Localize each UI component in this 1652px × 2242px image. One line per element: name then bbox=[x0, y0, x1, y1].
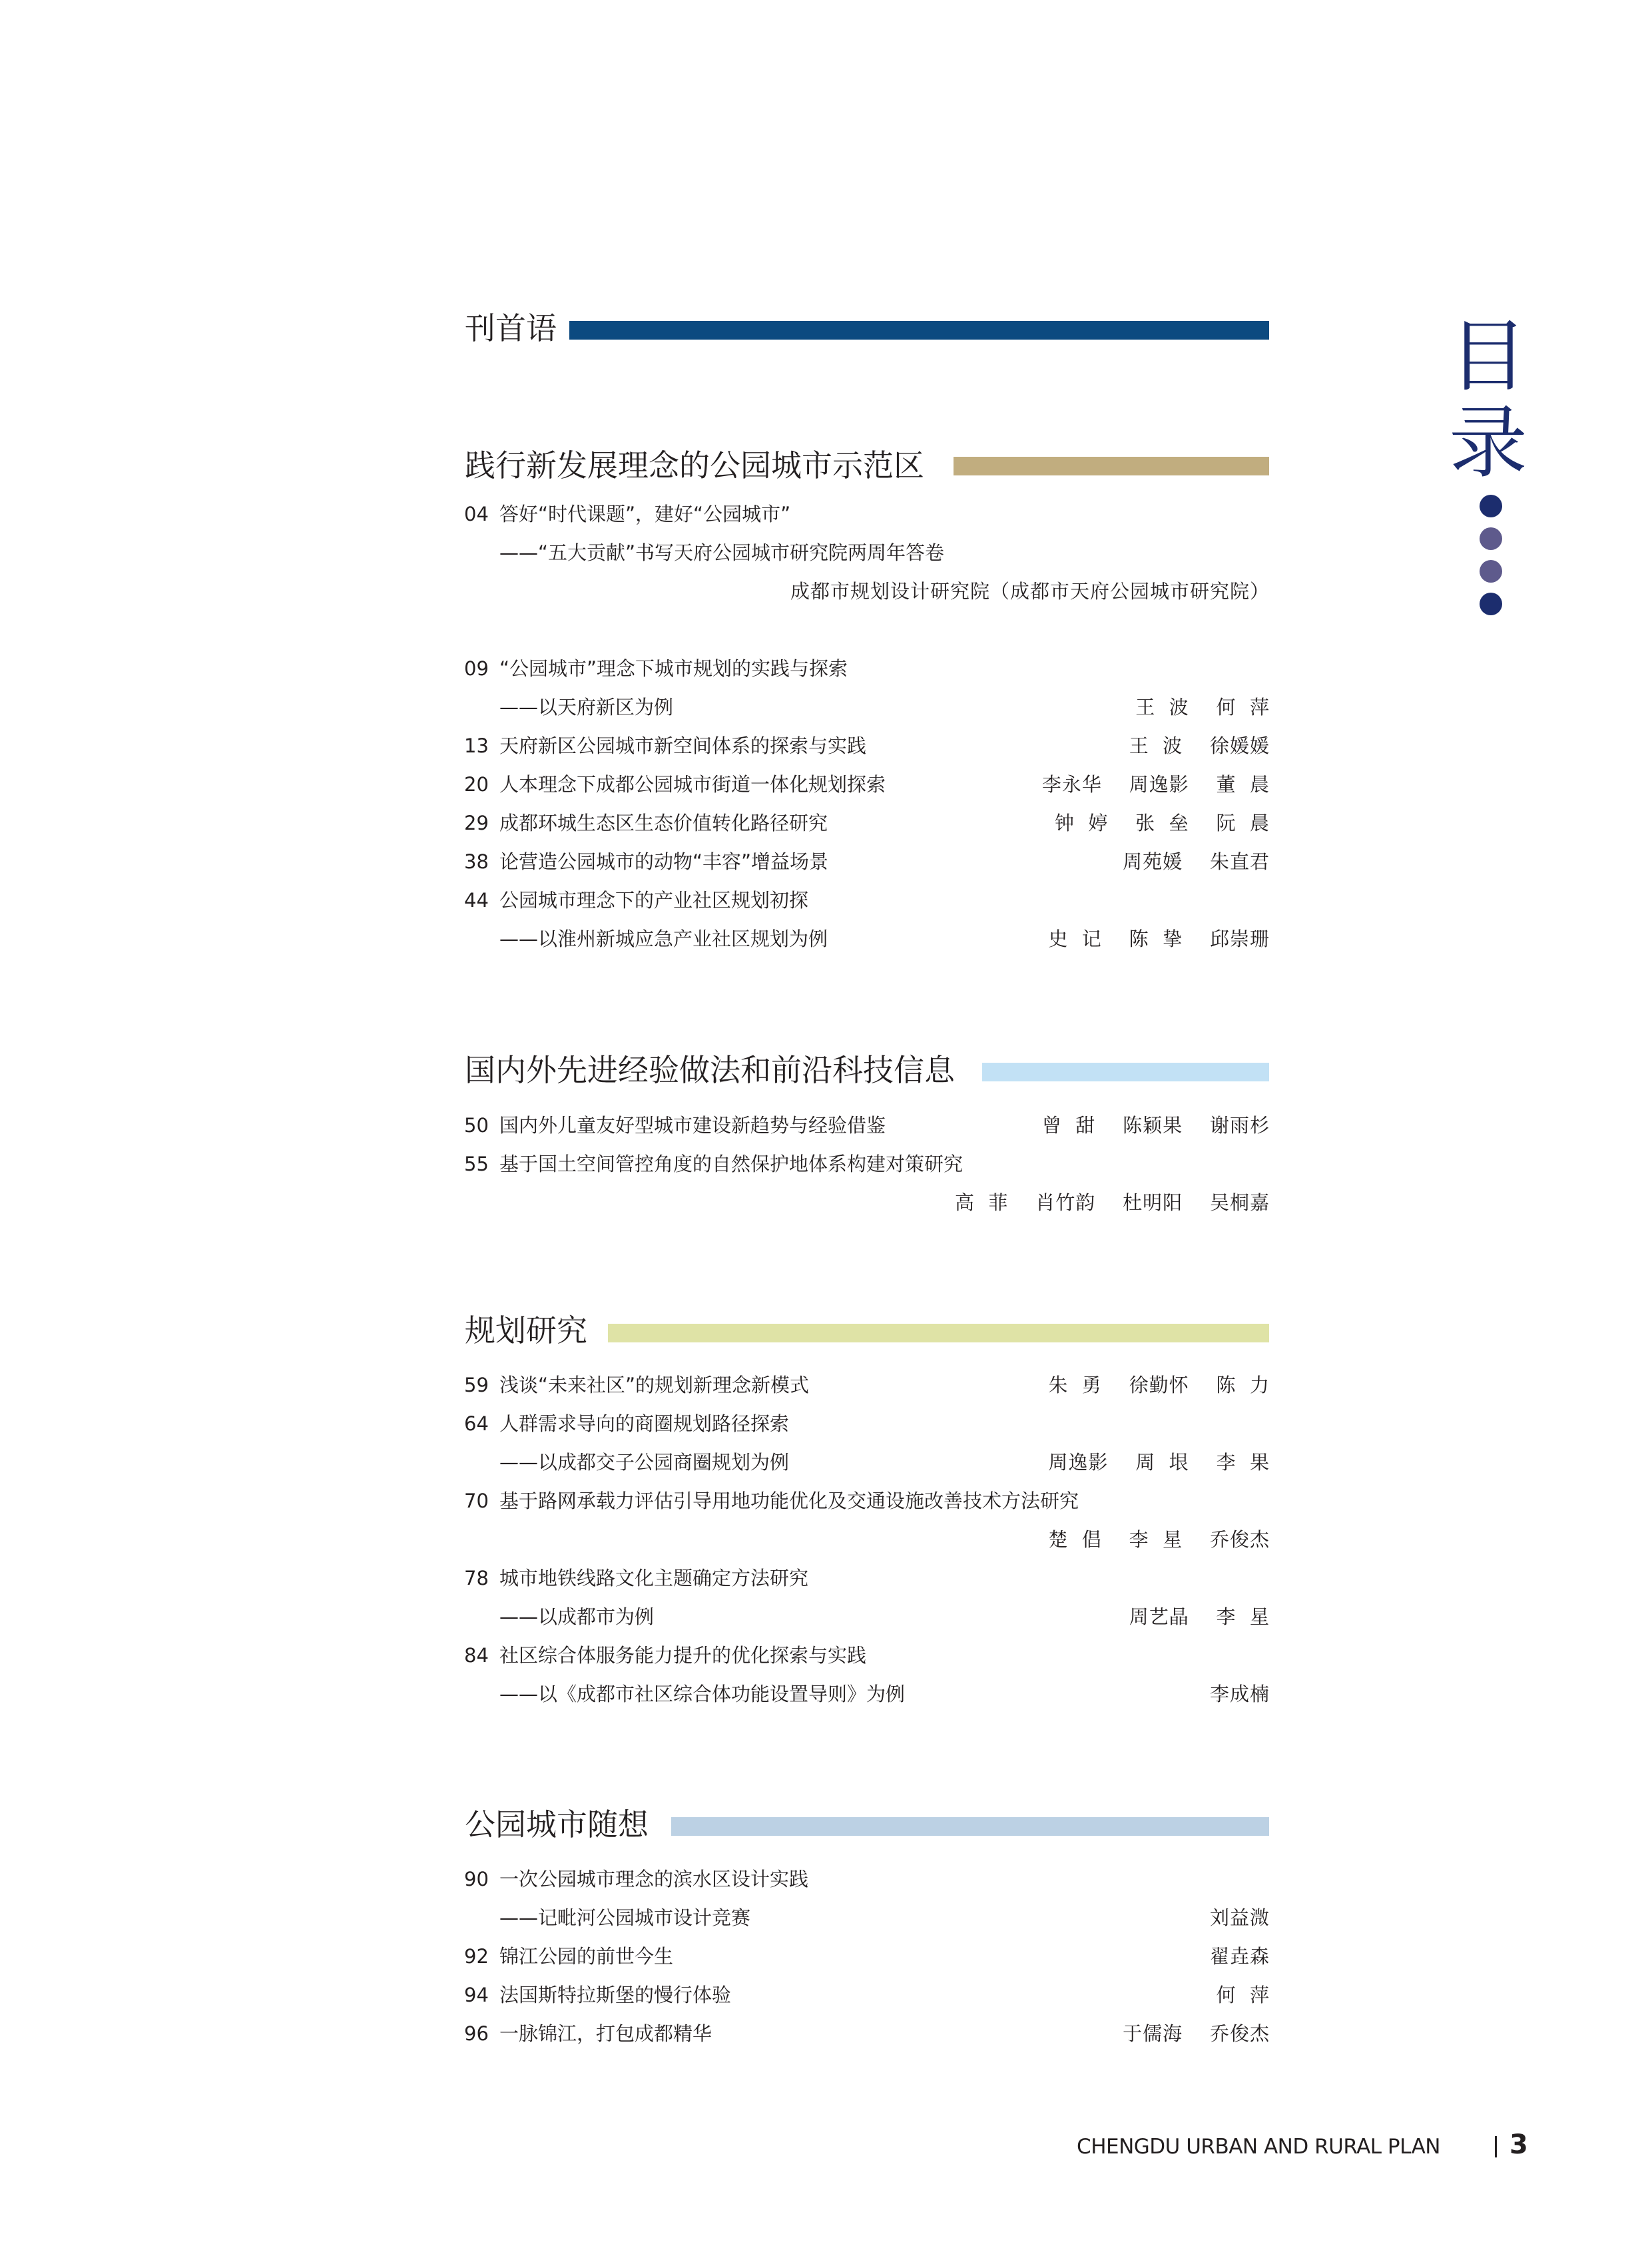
page-number: 29 bbox=[464, 812, 489, 834]
toc-entry[interactable] bbox=[0, 495, 1652, 533]
section-title-advanced-experience: 国内外先进经验做法和前沿科技信息 bbox=[465, 1052, 955, 1088]
footer-separator bbox=[1495, 2136, 1497, 2157]
section-title-park-city-essays: 公园城市随想 bbox=[465, 1807, 649, 1842]
article-title: 天府新区公园城市新空间体系的探索与实践 bbox=[499, 734, 867, 757]
article-authors: 何 萍 bbox=[1216, 1984, 1270, 2006]
article-authors: 王 波 徐媛媛 bbox=[1129, 734, 1270, 757]
article-title: 人本理念下成都公园城市街道一体化规划探索 bbox=[499, 773, 886, 796]
journal-name-footer: CHENGDU URBAN AND RURAL PLAN bbox=[1077, 2135, 1440, 2159]
page-number: 96 bbox=[464, 2022, 489, 2045]
page-number: 04 bbox=[464, 503, 489, 525]
toc-entry[interactable] bbox=[0, 1559, 1652, 1597]
section-bar-advanced-experience bbox=[982, 1063, 1269, 1081]
article-title: 基于路网承载力评估引导用地功能优化及交通设施改善技术方法研究 bbox=[499, 1490, 1079, 1512]
toc-entry-subtitle bbox=[0, 533, 1652, 572]
page-number: 13 bbox=[464, 734, 489, 757]
article-subtitle: ——以成都市为例 bbox=[499, 1605, 655, 1628]
section-title-park-city-demo: 践行新发展理念的公园城市示范区 bbox=[465, 447, 924, 483]
article-authors: 周苑媛 朱直君 bbox=[1123, 850, 1270, 873]
article-authors: 钟 婷 张 垒 阮 晨 bbox=[1054, 812, 1270, 834]
article-authors: 成都市规划设计研究院（成都市天府公园城市研究院） bbox=[790, 580, 1270, 603]
toc-entry-subtitle bbox=[0, 1898, 1652, 1937]
toc-entry[interactable] bbox=[0, 726, 1652, 765]
article-title: 国内外儿童友好型城市建设新趋势与经验借鉴 bbox=[499, 1114, 886, 1137]
decor-dot bbox=[1480, 495, 1502, 517]
toc-entry[interactable] bbox=[0, 1636, 1652, 1675]
decor-dot bbox=[1480, 560, 1502, 583]
article-title: 成都环城生态区生态价值转化路径研究 bbox=[499, 812, 828, 834]
article-authors: 翟垚森 bbox=[1209, 1945, 1270, 1968]
toc-entry[interactable] bbox=[0, 1145, 1652, 1183]
article-subtitle: ——记毗河公园城市设计竞赛 bbox=[499, 1906, 751, 1929]
article-title: 答好“时代课题”，建好“公园城市” bbox=[499, 503, 791, 525]
article-authors: 周艺晶 李 星 bbox=[1129, 1605, 1270, 1628]
article-title: 锦江公园的前世今生 bbox=[499, 1945, 674, 1968]
section-title-foreword: 刊首语 bbox=[465, 310, 557, 346]
page-number: 90 bbox=[464, 1868, 489, 1890]
article-subtitle: ——以淮州新城应急产业社区规划为例 bbox=[499, 928, 828, 950]
article-title: 法国斯特拉斯堡的慢行体验 bbox=[499, 1984, 732, 2006]
article-authors: 史 记 陈 挚 邱崇珊 bbox=[1048, 928, 1270, 950]
article-title: 社区综合体服务能力提升的优化探索与实践 bbox=[499, 1644, 867, 1667]
toc-entry[interactable] bbox=[0, 804, 1652, 842]
page-number: 38 bbox=[464, 850, 489, 873]
article-title: 一次公园城市理念的滨水区设计实践 bbox=[499, 1868, 809, 1890]
article-title: 公园城市理念下的产业社区规划初探 bbox=[499, 889, 809, 912]
toc-entry-subtitle bbox=[0, 1675, 1652, 1713]
toc-entry[interactable] bbox=[0, 2014, 1652, 2053]
toc-entry-subtitle bbox=[0, 1443, 1652, 1482]
toc-entry[interactable] bbox=[0, 765, 1652, 804]
page-number: 92 bbox=[464, 1945, 489, 1968]
decor-dot bbox=[1480, 593, 1502, 615]
article-authors: 李永华 周逸影 董 晨 bbox=[1041, 773, 1270, 796]
toc-entry[interactable] bbox=[0, 1482, 1652, 1520]
toc-entry[interactable] bbox=[0, 1106, 1652, 1145]
page-number-footer: 3 bbox=[1510, 2129, 1528, 2160]
article-subtitle: ——以天府新区为例 bbox=[499, 696, 674, 718]
article-authors: 高 菲 肖竹韵 杜明阳 吴桐嘉 bbox=[954, 1191, 1270, 1214]
article-authors: 楚 倡 李 星 乔俊杰 bbox=[1048, 1528, 1270, 1551]
page-number: 94 bbox=[464, 1984, 489, 2006]
section-bar-park-city-demo bbox=[954, 457, 1269, 475]
article-title: 一脉锦江，打包成都精华 bbox=[499, 2022, 712, 2045]
page-number: 70 bbox=[464, 1490, 489, 1512]
article-subtitle: ——以《成都市社区综合体功能设置导则》为例 bbox=[499, 1683, 906, 1705]
article-authors: 于儒海 乔俊杰 bbox=[1123, 2022, 1270, 2045]
toc-entry-authors bbox=[0, 1183, 1652, 1222]
toc-entry[interactable] bbox=[0, 1937, 1652, 1976]
toc-entry-subtitle bbox=[0, 920, 1652, 958]
page-number: 55 bbox=[464, 1153, 489, 1175]
toc-entry[interactable] bbox=[0, 1976, 1652, 2014]
article-title: 城市地铁线路文化主题确定方法研究 bbox=[499, 1567, 809, 1589]
page-number: 64 bbox=[464, 1412, 489, 1435]
section-bar-planning-research bbox=[608, 1324, 1269, 1342]
page-number: 59 bbox=[464, 1374, 489, 1396]
section-bar-foreword bbox=[569, 321, 1269, 340]
toc-entry-subtitle bbox=[0, 1597, 1652, 1636]
toc-entry[interactable] bbox=[0, 1404, 1652, 1443]
toc-entry[interactable] bbox=[0, 881, 1652, 920]
article-authors: 朱 勇 徐勤怀 陈 力 bbox=[1048, 1374, 1270, 1396]
toc-entry[interactable] bbox=[0, 1366, 1652, 1404]
toc-entry-authors bbox=[0, 1520, 1652, 1559]
section-bar-park-city-essays bbox=[671, 1817, 1269, 1836]
toc-entry-authors bbox=[0, 572, 1652, 611]
page-number: 84 bbox=[464, 1644, 489, 1667]
article-authors: 周逸影 周 垠 李 果 bbox=[1048, 1451, 1270, 1474]
article-title: 论营造公园城市的动物“丰容”增益场景 bbox=[499, 850, 829, 873]
toc-entry[interactable] bbox=[0, 842, 1652, 881]
section-title-planning-research: 规划研究 bbox=[465, 1312, 587, 1348]
toc-entry-subtitle bbox=[0, 688, 1652, 726]
page-number: 20 bbox=[464, 773, 489, 796]
toc-entry[interactable] bbox=[0, 1860, 1652, 1898]
article-authors: 李成楠 bbox=[1209, 1683, 1270, 1705]
page-number: 44 bbox=[464, 889, 489, 912]
article-title: “公园城市”理念下城市规划的实践与探索 bbox=[499, 657, 848, 680]
article-authors: 曾 甜 陈颖果 谢雨杉 bbox=[1041, 1114, 1270, 1137]
page-number: 78 bbox=[464, 1567, 489, 1589]
article-title: 浅谈“未来社区”的规划新理念新模式 bbox=[499, 1374, 810, 1396]
article-subtitle: ——“五大贡献”书写天府公园城市研究院两周年答卷 bbox=[499, 541, 945, 564]
article-authors: 王 波 何 萍 bbox=[1135, 696, 1270, 718]
toc-vertical-title: 目录 bbox=[1448, 310, 1527, 489]
page-number: 50 bbox=[464, 1114, 489, 1137]
decor-dot bbox=[1480, 527, 1502, 550]
article-title: 基于国土空间管控角度的自然保护地体系构建对策研究 bbox=[499, 1153, 964, 1175]
article-subtitle: ——以成都交子公园商圈规划为例 bbox=[499, 1451, 790, 1474]
article-authors: 刘益溦 bbox=[1209, 1906, 1270, 1929]
page-number: 09 bbox=[464, 657, 489, 680]
article-title: 人群需求导向的商圈规划路径探索 bbox=[499, 1412, 790, 1435]
toc-entry[interactable] bbox=[0, 649, 1652, 688]
